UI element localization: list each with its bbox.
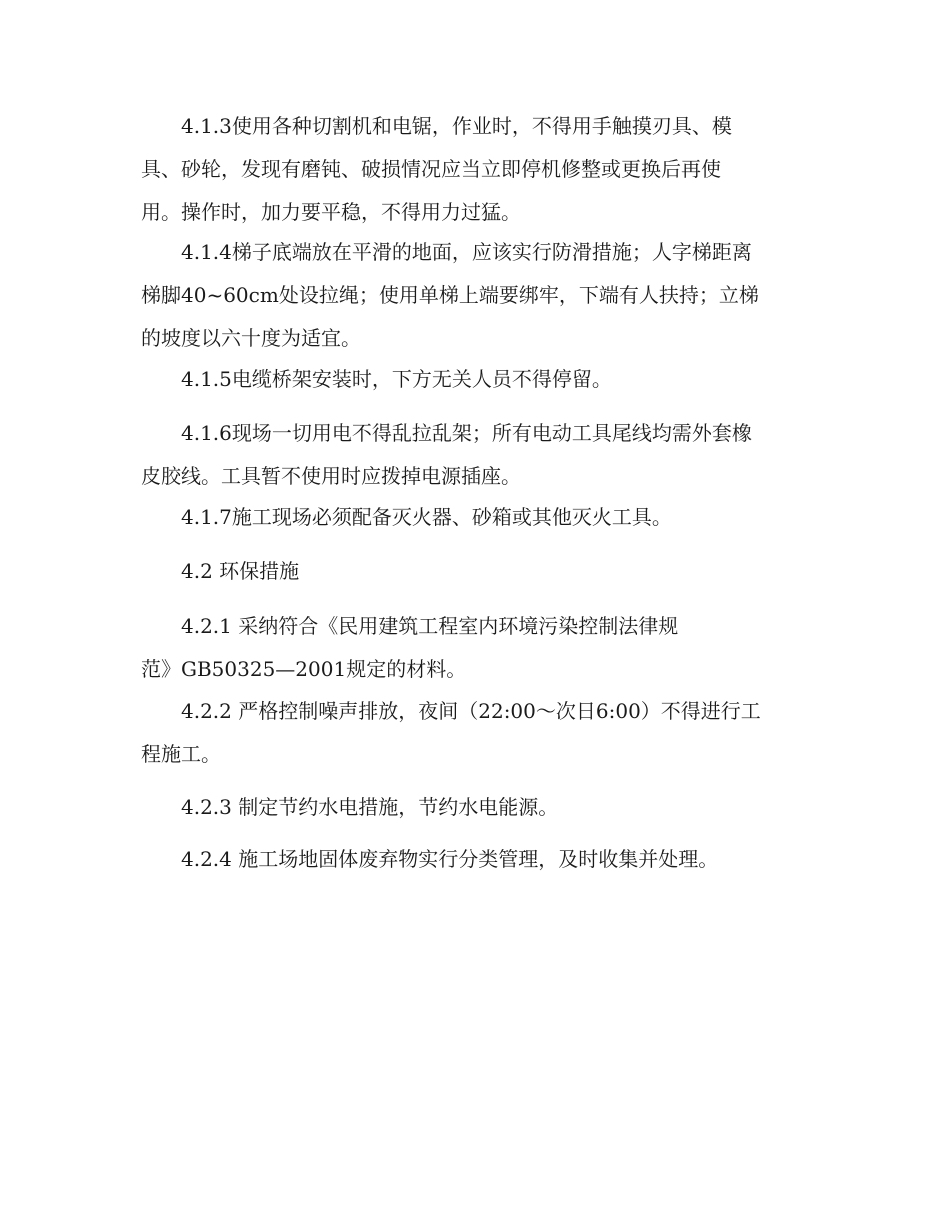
paragraph-4-2-1: 4.2.1 采纳符合《民用建筑工程室内环境污染控制法律规 范》GB50325—2001规定的材料。 [141,614,679,681]
section-heading-4-2: 4.2 环保措施 [141,559,300,583]
paragraph-4-1-5: 4.1.5电缆桥架安装时，下方无关人员不得停留。 [141,367,612,391]
paragraph-4-1-6: 4.1.6现场一切用电不得乱拉乱架；所有电动工具尾线均需外套橡 皮胶线。工具暂不使用时应拨掉电源插座。 [141,421,752,488]
paragraph-4-2-2: 4.2.2 严格控制噪声排放，夜间（22:00～次日6:00）不得进行工 程施工。 [141,699,761,766]
paragraph-4-2-4: 4.2.4 施工场地固体废弃物实行分类管理，及时收集并处理。 [141,847,719,871]
paragraph-4-2-3: 4.2.3 制定节约水电措施，节约水电能源。 [141,795,559,819]
paragraph-4-1-3: 4.1.3使用各种切割机和电锯，作业时，不得用手触摸刃具、模 具、砂轮，发现有磨钝、破损情况应当立即停机修整或更换后再使 用。操作时，加力要平稳，不得用力过猛。 [141,114,732,224]
paragraph-4-1-4: 4.1.4梯子底端放在平滑的地面，应该实行防滑措施；人字梯距离 梯脚40~60cm处设拉绳；使用单梯上端要绑牢，下端有人扶持；立梯 的坡度以六十度为适宜。 [141,240,759,350]
paragraph-4-1-7: 4.1.7施工现场必须配备灭火器、砂箱或其他灭火工具。 [141,505,672,529]
